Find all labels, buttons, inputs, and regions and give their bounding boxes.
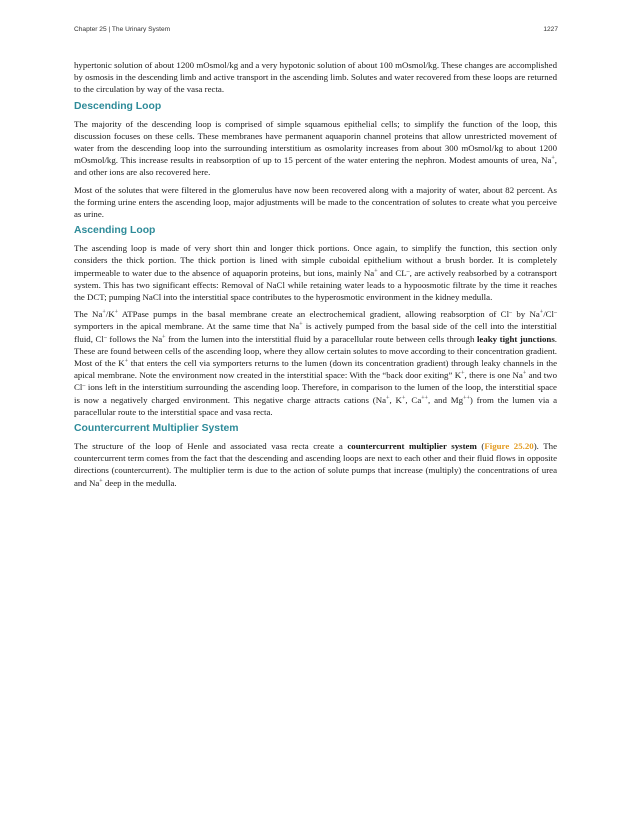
section-heading-descending-loop: Descending Loop [74, 100, 162, 112]
ascending-paragraph-1: The ascending loop is made of very short thin and longer thick portions. Once again, to simplify the function, this section only considers the thick portion. The thick portion is lined with simple cuboidal epithelium without a brush border. It is completely impermeable to water due to the absence of aquaporin proteins, but ions, mainly Na+ and CL–, are actively reabsorbed by a cotransport system. This has two significant effects: Removal of NaCl while retaining water leads to a hypoosmotic filtrate by the time it reaches the DCT; pumping NaCl into the interstitial space contributes to the hyperosmotic environment in the kidney medulla. [74, 243, 557, 303]
page-number: 1227 [543, 26, 558, 33]
chapter-title: Chapter 25 | The Urinary System [74, 26, 171, 33]
section-heading-countercurrent: Countercurrent Multiplier System [74, 423, 239, 435]
countercurrent-term: countercurrent multiplier system [347, 441, 477, 452]
running-header [74, 26, 558, 33]
countercurrent-paragraph: The structure of the loop of Henle and associated vasa recta create a countercurrent multiplier system (Figure 25.20). The countercurrent term comes from the fact that the descending and ascending loops are next to each other and their fluid flows in opposite directions (countercurrent). The multiplier term is due to the action of solute pumps that increase (multiply) the concentrations of urea and Na+ deep in the medulla. [74, 441, 558, 488]
main-content [74, 59, 557, 494]
intro-paragraph: hypertonic solution of about 1200 mOsmol/kg and a very hypotonic solution of about 100 mOsmol/kg. These changes are accomplished by osmosis in the descending limb and active transport in the ascending limb. Solutes and water recovered from these loops are returned to the circulation by way of the vasa recta. [74, 60, 557, 95]
descending-paragraph-2: Most of the solutes that were filtered in the glomerulus have now been recovered along with a majority of water, about 82 percent. As the forming urine enters the ascending loop, major adjustments will be made to the concentration of solutes to create what you perceive as urine. [74, 184, 557, 220]
ascending-paragraph-2: The Na+/K+ ATPase pumps in the basal membrane create an electrochemical gradient, allowing reabsorption of Cl– by Na+/Cl– symporters in the apical membrane. At the same time that Na+ is actively pumped from the basal side of the cell into the interstitial fluid, Cl– follows the Na+ from the lumen into the interstitial fluid by a paracellular route between cells through leaky tight junctions. These are found between cells of the ascending loop, where they allow certain solutes to move according to their concentration gradient. Most of the K+ that enters the cell via symporters returns to the lumen (down its concentration gradient) through leaky channels in the apical membrane. Note the environment now created in the interstitial space: With the “back door exiting” K+, there is one Na+ and two Cl– ions left in the interstitium surrounding the ascending loop. Therefore, in comparison to the lumen of the loop, the interstitial space is now a negatively charged environment. This negative charge attracts cations (Na+, K+, Ca++, and Mg++) from the lumen via a paracellular route to the interstitial space and vasa recta. [74, 309, 558, 417]
section-heading-ascending-loop: Ascending Loop [74, 225, 156, 237]
figure-link[interactable]: Figure 25.20 [484, 441, 534, 452]
descending-paragraph-1: The majority of the descending loop is comprised of simple squamous epithelial cells; to simplify the function of the loop, this discussion focuses on these cells. These membranes have permanent aquaporin channel proteins that allow unrestricted movement of water from the descending loop into the surrounding interstitium as osmolarity increases from about 300 mOsmol/kg to about 1200 mOsmol/kg. This increase results in reabsorption of up to 15 percent of the water entering the nephron. Modest amounts of urea, Na+, and other ions are also recovered here. [74, 118, 557, 178]
leaky-tight-junctions-term: leaky tight junctions [476, 333, 555, 344]
